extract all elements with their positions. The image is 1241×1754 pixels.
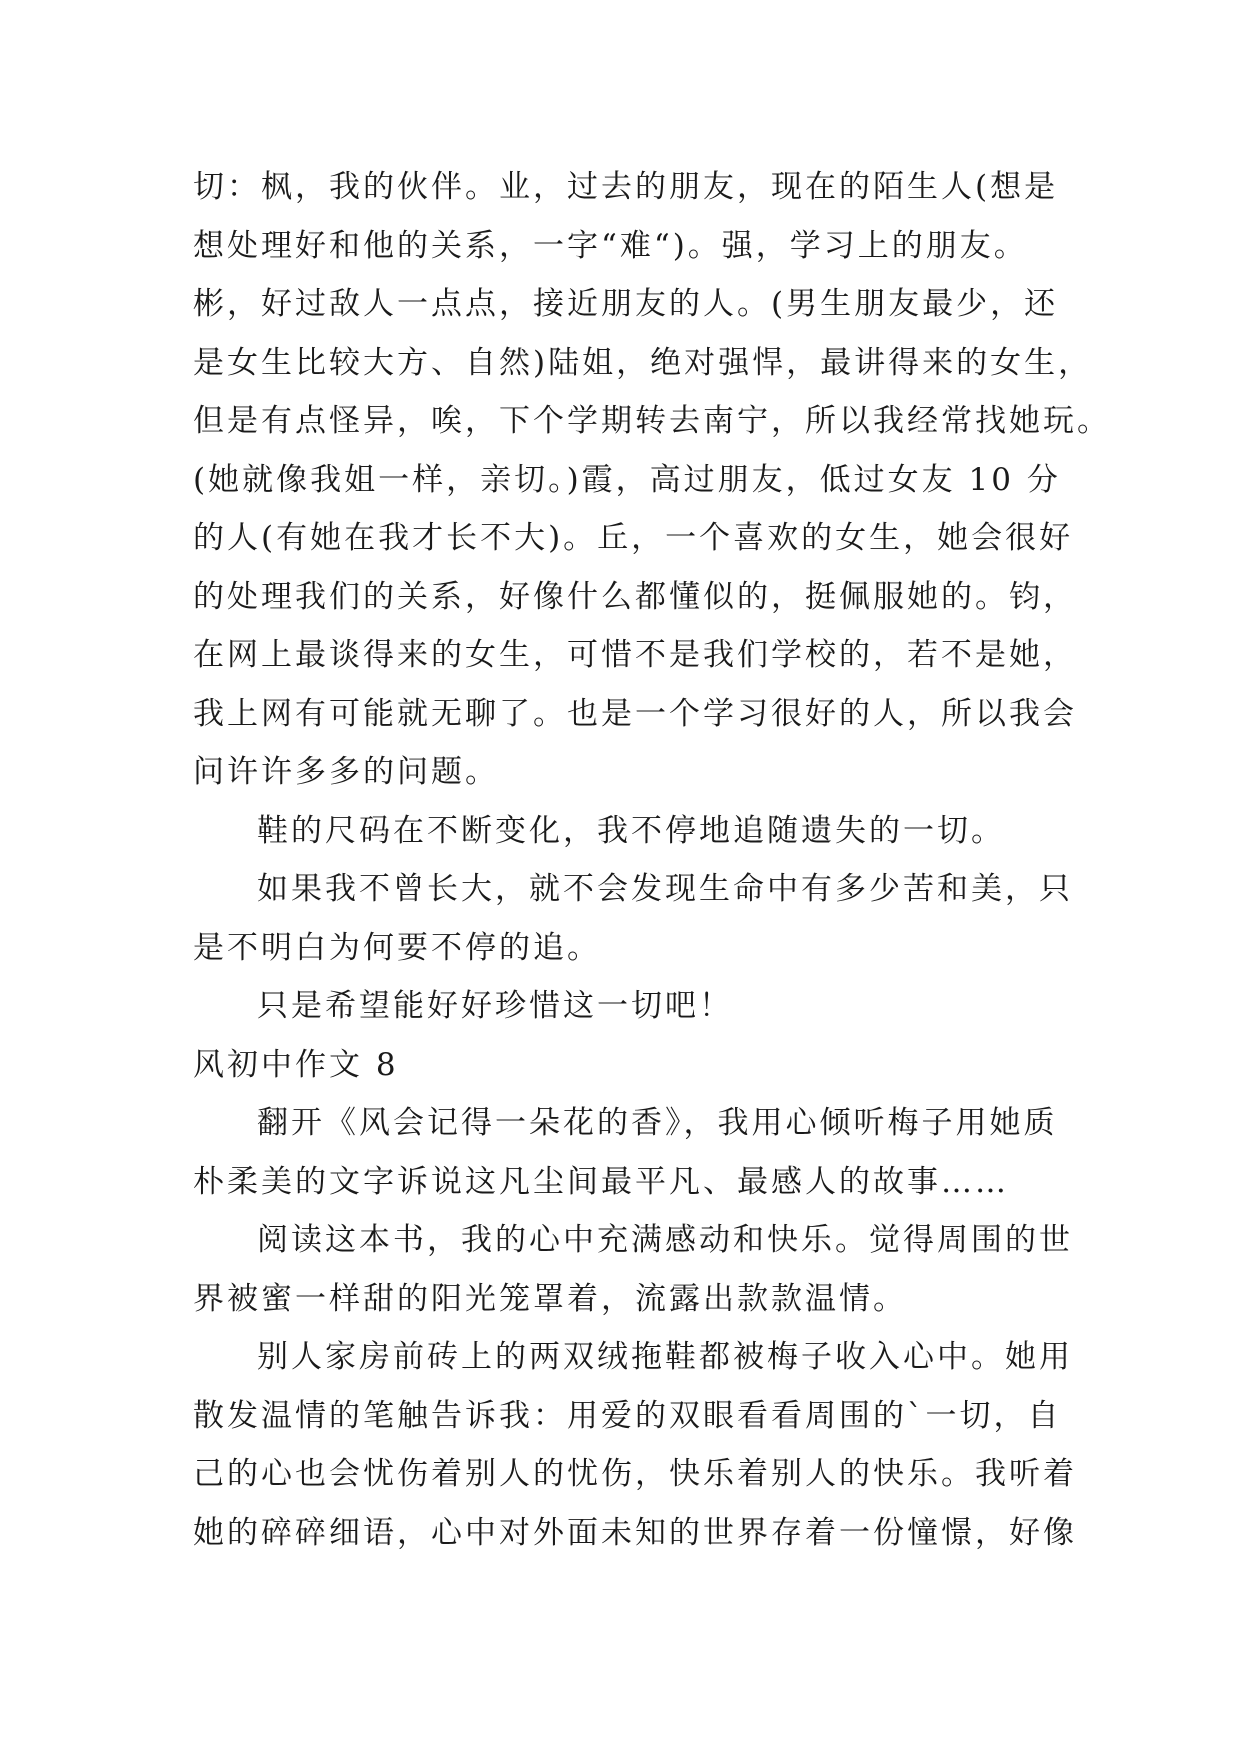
text-line: 切：枫，我的伙伴。业，过去的朋友，现在的陌生人(想是 <box>193 169 1059 205</box>
document-body <box>193 158 1111 1562</box>
text-line: 己的心也会忧伤着别人的忧伤，快乐着别人的快乐。我听着 <box>193 1456 1077 1492</box>
text-line: 是不明白为何要不停的追。 <box>193 929 601 966</box>
text-line: 彬，好过敌人一点点，接近朋友的人。(男生朋友最少，还 <box>193 286 1059 322</box>
text-line: 是女生比较大方、自然)陆姐，绝对强悍，最讲得来的女生， <box>193 344 1093 381</box>
text-line: 我上网有可能就无聊了。也是一个学习很好的人，所以我会 <box>193 695 1077 732</box>
paragraph-start-line: 只是希望能好好珍惜这一切吧！ <box>257 988 733 1024</box>
text-line: 在网上最谈得来的女生，可惜不是我们学校的，若不是她， <box>193 637 1077 673</box>
text-line: 朴柔美的文字诉说这凡尘间最平凡、最感人的故事…… <box>193 1163 1009 1200</box>
text-line: 但是有点怪异，唉，下个学期转去南宁，所以我经常找她玩。 <box>193 403 1111 439</box>
text-line: 她的碎碎细语，心中对外面未知的世界存着一份憧憬，好像 <box>193 1514 1077 1551</box>
text-line: 问许许多多的问题。 <box>193 754 499 790</box>
text-line: 的人(有她在我才长不大)。丘，一个喜欢的女生，她会很好 <box>193 520 1074 556</box>
paragraph-start-line: 翻开《风会记得一朵花的香》，我用心倾听梅子用她质 <box>257 1105 1058 1141</box>
paragraph-start-line: 如果我不曾长大，就不会发现生命中有多少苦和美，只 <box>257 871 1073 907</box>
text-line: 想处理好和他的关系，一字“难“)。强，学习上的朋友。 <box>193 227 1028 264</box>
text-line: 散发温情的笔触告诉我：用爱的双眼看看周围的`一切，自 <box>193 1397 1062 1434</box>
paragraph-start-line: 阅读这本书，我的心中充满感动和快乐。觉得周围的世 <box>257 1222 1073 1258</box>
paragraph-start-line: 别人家房前砖上的两双绒拖鞋都被梅子收入心中。她用 <box>257 1339 1073 1375</box>
section-heading: 风初中作文 8 <box>193 1046 399 1083</box>
text-line: 界被蜜一样甜的阳光笼罩着，流露出款款温情。 <box>193 1280 907 1317</box>
paragraph-start-line: 鞋的尺码在不断变化，我不停地追随遗失的一切。 <box>257 812 1005 849</box>
text-line: (她就像我姐一样，亲切。)霞，高过朋友，低过女友 10 分 <box>193 461 1061 498</box>
text-line: 的处理我们的关系，好像什么都懂似的，挺佩服她的。钧， <box>193 578 1077 615</box>
